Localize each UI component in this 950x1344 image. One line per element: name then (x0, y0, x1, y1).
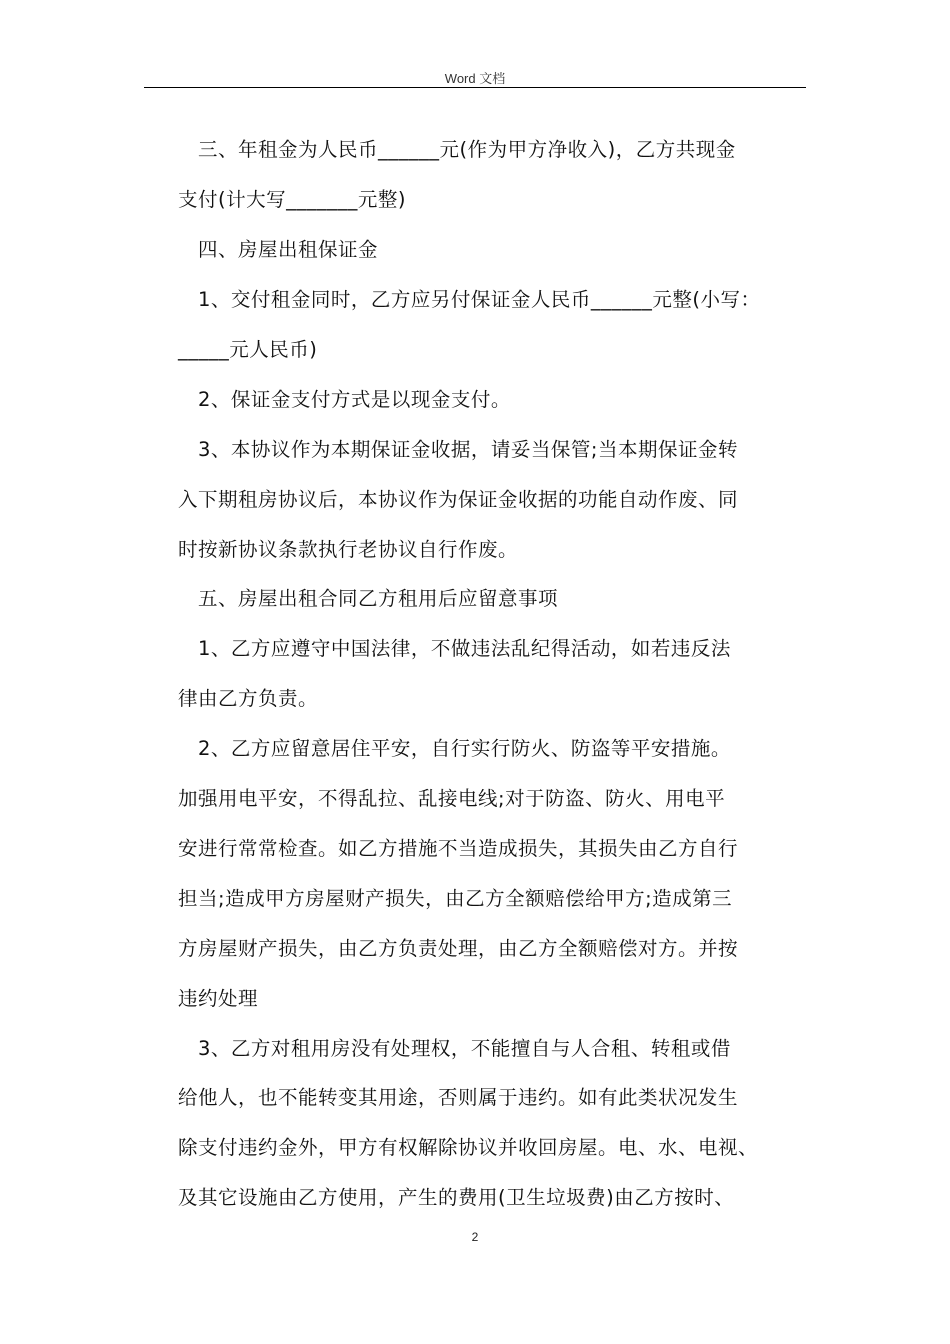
text-line: 1、乙方应遵守中国法律，不做违法乱纪得活动，如若违反法 (198, 637, 731, 660)
header-divider (144, 87, 806, 88)
page-number: 2 (471, 1230, 479, 1244)
text-line: 时按新协议条款执行老协议自行作废。 (178, 538, 519, 561)
text-line: _____元人民币) (178, 338, 318, 361)
text-line: 入下期租房协议后，本协议作为保证金收据的功能自动作废、同 (178, 488, 739, 511)
text-line: 律由乙方负责。 (178, 687, 319, 710)
text-line: 安进行常常检查。如乙方措施不当造成损失，其损失由乙方自行 (178, 837, 739, 860)
text-line: 除支付违约金外，甲方有权解除协议并收回房屋。电、水、电视、 (178, 1136, 759, 1159)
text-line: 2、保证金支付方式是以现金支付。 (198, 388, 511, 411)
text-line: 1、交付租金同时，乙方应另付保证金人民币______元整(小写： (198, 288, 761, 311)
text-line: 方房屋财产损失，由乙方负责处理，由乙方全额赔偿对方。并按 (178, 937, 739, 960)
text-line: 及其它设施由乙方使用，产生的费用(卫生垃圾费)由乙方按时、 (178, 1186, 735, 1209)
text-line: 违约处理 (178, 987, 259, 1010)
text-line: 3、本协议作为本期保证金收据，请妥当保管;当本期保证金转 (198, 438, 738, 461)
text-line: 3、乙方对租用房没有处理权，不能擅自与人合租、转租或借 (198, 1037, 731, 1060)
text-line: 给他人，也不能转变其用途，否则属于违约。如有此类状况发生 (178, 1086, 739, 1109)
text-line: 三、年租金为人民币______元(作为甲方净收入)，乙方共现金 (198, 138, 736, 161)
text-line: 支付(计大写_______元整) (178, 188, 406, 211)
section-heading: 五、房屋出租合同乙方租用后应留意事项 (198, 587, 559, 610)
text-line: 担当;造成甲方房屋财产损失，由乙方全额赔偿给甲方;造成第三 (178, 887, 733, 910)
section-heading: 四、房屋出租保证金 (198, 238, 379, 261)
text-line: 2、乙方应留意居住平安，自行实行防火、防盗等平安措施。 (198, 737, 731, 760)
text-line: 加强用电平安，不得乱拉、乱接电线;对于防盗、防火、用电平 (178, 787, 726, 810)
header-title: Word 文档 (444, 71, 506, 86)
